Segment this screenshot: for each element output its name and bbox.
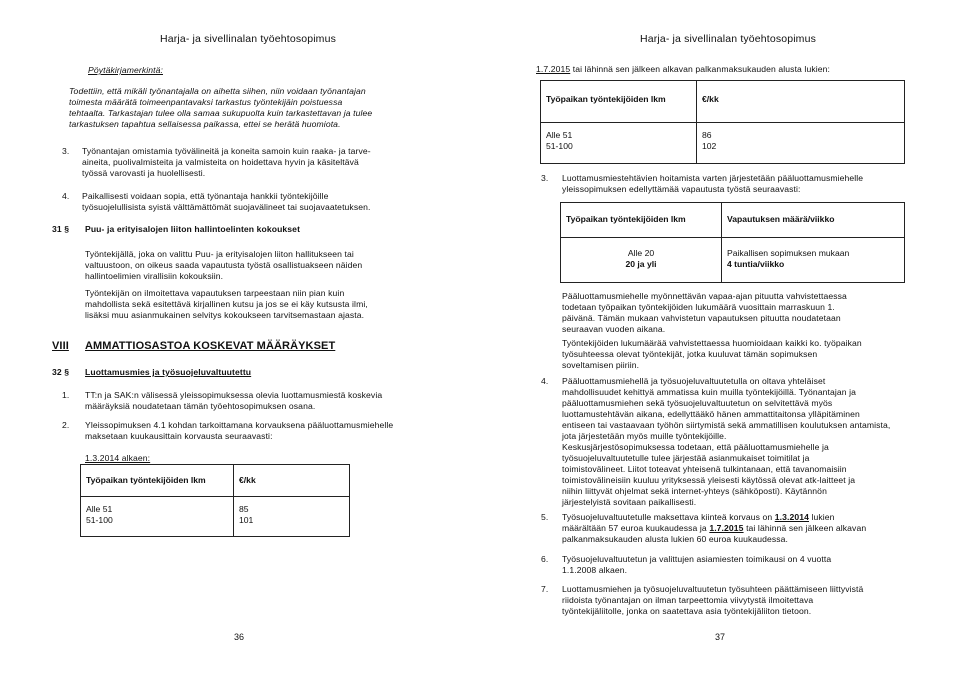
table-header-cell: €/kk <box>697 81 905 123</box>
item4-line: toimistovälineet. Liitot toteavat yhteisenä tulkintanaan, että tavanomaisiin <box>562 464 847 474</box>
intro-text: tai lähinnä sen jälkeen alkavan palkanmaksukauden alusta lukien: <box>570 64 830 74</box>
section-number: 32 § <box>52 367 70 377</box>
s31-p1-line: hallintoelimien virallisiin kokouksiin. <box>85 271 224 281</box>
paragraph-line: Pääluottamusmiehelle myönnettävän vapaa-ajan pituutta vahvistettaessa <box>562 291 847 301</box>
s31-p2-line: lisäksi muu asianmukainen selvitys kokoukseen tarvitsemastaan ajasta. <box>85 310 365 320</box>
compensation-table <box>80 464 350 537</box>
item3-line: yleissopimuksen edellyttämää vapautusta työstä seuraavasti: <box>562 184 801 194</box>
page-number: 36 <box>234 632 245 642</box>
item4-line: työsuojelullisista syistä välttämättömät suojavälineet tai suojavaatetuksen. <box>82 202 371 212</box>
table-cell: 85 101 <box>234 497 350 537</box>
item3-line: aineita, puolivalmisteita ja valmisteita on hoidettava hyvin ja käsiteltävä <box>82 157 359 167</box>
item5-line: määrältään 57 euroa kuukaudessa ja 1.7.2015 tai lähinnä sen jälkeen alkavan <box>562 523 867 533</box>
running-header: Harja- ja sivellinalan työehtosopimus <box>160 33 336 45</box>
item4-line: pääluottamusmiehen sekä työsuojeluvaltuutetun on selvitettävä myös <box>562 398 833 408</box>
release-time-table <box>560 202 905 283</box>
paragraph-line: soveltamisen piiriin. <box>562 360 640 370</box>
s32-item1-line: TT:n ja SAK:n välisessä yleissopimuksessa olevia luottamusmiestä koskevia <box>85 390 383 400</box>
item4-line: Pääluottamusmiehellä ja työsuojeluvaltuutetulla on oltava yhteläiset <box>562 376 826 386</box>
item4-line: järjestelyistä sovitaan paikallisesti. <box>562 497 697 507</box>
paragraph-line: työsuhteessa olevat työntekijät, jotka kuuluvat tämän sopimuksen <box>562 349 818 359</box>
item-number: 1. <box>62 390 70 400</box>
item4-line: jota järjestetään myös muille työntekijöille. <box>562 431 727 441</box>
item6-line: 1.1.2008 alkaen. <box>562 565 628 575</box>
table-cell: Alle 51 51-100 <box>541 123 697 164</box>
section-title: Puu- ja erityisalojen liiton hallintoelinten kokoukset <box>85 224 301 234</box>
item4-line: Paikallisesti voidaan sopia, että työnantaja hankkii työntekijöille <box>82 191 329 201</box>
table-cell: 86 102 <box>697 123 905 164</box>
item-number: 4. <box>62 191 70 201</box>
compensation-table-2015 <box>540 80 905 164</box>
intro-date: 1.7.2015 <box>536 64 571 74</box>
protocol-label: Pöytäkirjamerkintä: <box>88 65 163 75</box>
paragraph-line: Työntekijöiden lukumäärää vahvistettaessa huomioidaan kaikki ko. työpaikan <box>562 338 862 348</box>
table-header-cell: Työpaikan työntekijöiden lkm <box>561 203 722 238</box>
section-title: Luottamusmies ja työsuojeluvaltuutettu <box>85 367 252 377</box>
table-cell: Alle 20 20 ja yli <box>561 238 722 283</box>
effective-date-label: 1.3.2014 alkaen: <box>85 453 151 463</box>
item4-line: mahdollisuudet kehittyä ammatissa kuin muilla työntekijöillä. Työnantajan ja <box>562 387 857 397</box>
table-header-cell: Työpaikan työntekijöiden lkm <box>81 465 234 497</box>
item3-line: työssä varovasti ja huolellisesti. <box>82 168 206 178</box>
item-number: 4. <box>541 376 549 386</box>
item-number: 3. <box>541 173 549 183</box>
item4-line: niihin liittyvät ohjelmat sekä internet-yhteys (sähköposti). Käytännön <box>562 486 827 496</box>
table-cell: Paikallisen sopimuksen mukaan 4 tuntia/viikko <box>722 238 905 283</box>
table-header-cell: Työpaikan työntekijöiden lkm <box>541 81 697 123</box>
item-number: 2. <box>62 420 70 430</box>
s32-item2-line: maksetaan kuukausittain korvausta seuraavasti: <box>85 431 273 441</box>
paragraph-line: päivänä. Tämän mukaan vahvistetun vapautuksen pituutta noudatetaan <box>562 313 841 323</box>
running-header: Harja- ja sivellinalan työehtosopimus <box>640 33 816 45</box>
item6-line: Työsuojeluvaltuutetun ja valittujen asiamiesten toimikausi on 4 vuotta <box>562 554 832 564</box>
protocol-line: Todettiin, että mikäli työnantajalla on aihetta siihen, niin voidaan työnantajan <box>69 86 366 96</box>
item4-line: toimistovälineisiin kuuluu yrityksessä yleisesti käytössä olevat atk-laitteet ja <box>562 475 856 485</box>
item3-line: Luottamusmiestehtävien hoitamista varten järjestetään pääluottamusmiehelle <box>562 173 864 183</box>
protocol-line: tarkastuksen tapahtua sellaisessa paikassa, ettei se herätä huomiota. <box>69 119 341 129</box>
page-number: 37 <box>715 632 726 642</box>
item-number: 5. <box>541 512 549 522</box>
item4-line: Keskusjärjestösopimuksessa todetaan, että pääluottamusmiehelle ja <box>562 442 829 452</box>
table-cell: Alle 51 51-100 <box>81 497 234 537</box>
item7-line: Luottamusmiehen ja työsuojeluvaltuutetun työsuhteen päättämiseen liittyvistä <box>562 584 864 594</box>
right-page <box>480 0 960 674</box>
item7-line: työntekijäliitolle, jonka on saatettava asia työntekijäliiton tietoon. <box>562 606 812 616</box>
chapter-number: VIII <box>52 340 69 352</box>
item7-line: riidoista työnantajan on ilman tarpeettomia viivytystä ilmoitettava <box>562 595 814 605</box>
s31-p2-line: mahdollista sekä esitettävä kirjallinen kutsu ja jos se ei käy kutsusta ilmi, <box>85 299 368 309</box>
protocol-line: toimesta määrätä toimeenpantavaksi tarkastus työntekijäin poistuessa <box>69 97 343 107</box>
item4-line: entiseen tai vastaavaan työhön siirtymistä sekä ammatillisen koulutuksen antamista, <box>562 420 891 430</box>
section-number: 31 § <box>52 224 70 234</box>
item-number: 7. <box>541 584 549 594</box>
paragraph-line: todetaan työpaikan työntekijöiden lukumäärä vuosittain marraskuun 1. <box>562 302 835 312</box>
table-header-cell: Vapautuksen määrä/viikko <box>722 203 905 238</box>
item3-line: Työnantajan omistamia työvälineitä ja koneita samoin kuin raaka- ja tarve- <box>82 146 371 156</box>
s31-p1-line: Työntekijällä, joka on valittu Puu- ja erityisalojen liiton hallitukseen tai <box>85 249 354 259</box>
item5-line: Työsuojeluvaltuutetulle maksettava kiinteä korvaus on 1.3.2014 lukien <box>562 512 835 522</box>
s32-item2-line: Yleissopimuksen 4.1 kohdan tarkoittamana korvauksena pääluottamusmiehelle <box>85 420 394 430</box>
item4-line: luottamustehtävän aikana, edellyttääkö hänen ammattitaitonsa ylläpitäminen <box>562 409 860 419</box>
s31-p1-line: valtuustoon, on oikeus saada vapautusta työstä osallistuakseen näiden <box>85 260 363 270</box>
chapter-title: AMMATTIOSASTOA KOSKEVAT MÄÄRÄYKSET <box>85 340 336 352</box>
paragraph-line: seuraavan vuoden aikana. <box>562 324 666 334</box>
s32-item1-line: määräyksiä noudatetaan tämän työehtosopimuksen osana. <box>85 401 316 411</box>
table-header-cell: €/kk <box>234 465 350 497</box>
protocol-line: tehtaalta. Tarkastajan tulee olla samaa sukupuolta kuin tarkastettavan ja tulee <box>69 108 373 118</box>
s31-p2-line: Työntekijän on ilmoitettava vapautuksen tarpeestaan niin pian kuin <box>85 288 345 298</box>
item5-line: palkanmaksukauden alusta lukien 60 euroa kuukaudessa. <box>562 534 789 544</box>
item-number: 3. <box>62 146 70 156</box>
item4-line: työsuojeluvaltuutetulle tulee järjestää asianmukaiset toimitilat ja <box>562 453 810 463</box>
intro-line <box>536 64 830 75</box>
item-number: 6. <box>541 554 549 564</box>
